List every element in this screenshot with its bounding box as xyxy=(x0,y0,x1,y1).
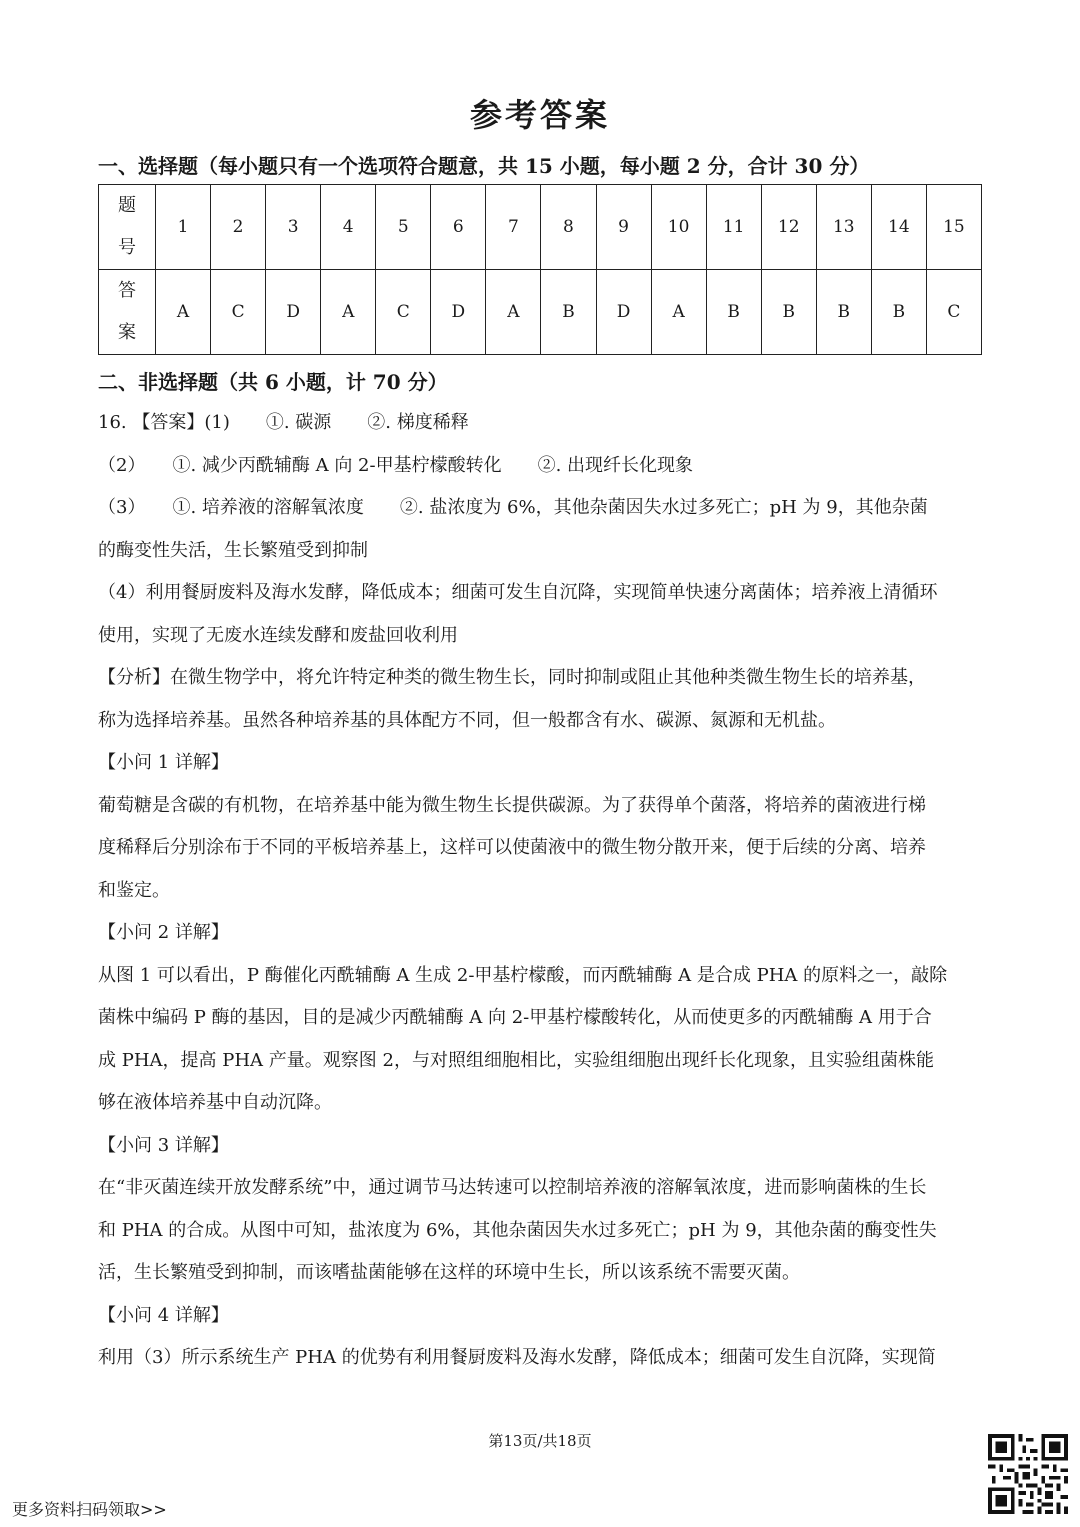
answer-16-part4-cont: 使用，实现了无废水连续发酵和废盐回收利用 xyxy=(98,625,458,646)
question-number: 5 xyxy=(376,185,431,270)
answer-cell: C xyxy=(211,270,266,355)
answer-cell: A xyxy=(321,270,376,355)
question-number: 4 xyxy=(321,185,376,270)
table-row-numbers xyxy=(99,185,982,270)
answer-cell: B xyxy=(816,270,871,355)
qr-code-icon[interactable] xyxy=(988,1434,1068,1514)
answer-cell: D xyxy=(431,270,486,355)
subquestion-1-text: 度稀释后分别涂布于不同的平板培养基上，这样可以使菌液中的微生物分散开来，便于后续的分离、培养 xyxy=(98,837,926,858)
question-number: 9 xyxy=(596,185,651,270)
subquestion-2-text: 菌株中编码 P 酶的基因，目的是减少丙酰辅酶 A 向 2-甲基柠檬酸转化，从而使更多的丙酰辅酶 A 用于合 xyxy=(98,1007,932,1028)
subquestion-3-text: 和 PHA 的合成。从图中可知，盐浓度为 6%，其他杂菌因失水过多死亡；pH 为 9，其他杂菌的酶变性失 xyxy=(98,1220,937,1241)
answer-cell: D xyxy=(266,270,321,355)
question-number: 2 xyxy=(211,185,266,270)
answer-cell: B xyxy=(871,270,926,355)
answer-16-part3-cont: 的酶变性失活，生长繁殖受到抑制 xyxy=(98,540,368,561)
subquestion-2-text: 从图 1 可以看出，P 酶催化丙酰辅酶 A 生成 2-甲基柠檬酸，而丙酰辅酶 A 是合成 PHA 的原料之一，敲除 xyxy=(98,965,948,986)
subquestion-1-text: 葡萄糖是含碳的有机物，在培养基中能为微生物生长提供碳源。为了获得单个菌落，将培养的菌液进行梯 xyxy=(98,795,926,816)
page-title: 参考答案 xyxy=(469,96,610,134)
subquestion-2-text: 够在液体培养基中自动沉降。 xyxy=(98,1092,332,1113)
question-number: 8 xyxy=(541,185,596,270)
answer-16-part4: （4）利用餐厨废料及海水发酵，降低成本；细菌可发生自沉降，实现简单快速分离菌体；培养液上清循环 xyxy=(98,582,938,603)
question-number: 13 xyxy=(816,185,871,270)
subquestion-3-heading: 【小问 3 详解】 xyxy=(98,1135,229,1156)
question-number: 7 xyxy=(486,185,541,270)
answer-cell: C xyxy=(926,270,981,355)
answer-16-part2: （2） ①. 减少丙酰辅酶 A 向 2-甲基柠檬酸转化 ②. 出现纤长化现象 xyxy=(98,455,694,476)
subquestion-3-text: 在“非灭菌连续开放发酵系统”中，通过调节马达转速可以控制培养液的溶解氧浓度，进而影响菌株的生长 xyxy=(98,1177,927,1198)
answer-cell: B xyxy=(706,270,761,355)
analysis-line: 【分析】在微生物学中，将允许特定种类的微生物生长，同时抑制或阻止其他种类微生物生长的培养基， xyxy=(98,667,926,688)
subquestion-1-heading: 【小问 1 详解】 xyxy=(98,752,229,773)
subquestion-4-text: 利用（3）所示系统生产 PHA 的优势有利用餐厨废料及海水发酵，降低成本；细菌可发生自沉降，实现简 xyxy=(98,1347,936,1368)
section2-heading: 二、非选择题（共 6 小题，计 70 分） xyxy=(98,370,448,394)
answer-cell: B xyxy=(541,270,596,355)
table-row-answers xyxy=(99,270,982,355)
page-number: 第13页/共18页 xyxy=(488,1432,592,1450)
question-number: 3 xyxy=(266,185,321,270)
answer-cell: C xyxy=(376,270,431,355)
section1-heading: 一、选择题（每小题只有一个选项符合题意，共 15 小题，每小题 2 分，合计 30 分） xyxy=(98,154,870,178)
row-label-answer: 答 案 xyxy=(99,270,156,355)
more-resources-link[interactable]: 更多资料扫码领取>> xyxy=(12,1500,167,1519)
question-number: 15 xyxy=(926,185,981,270)
analysis-line-cont: 称为选择培养基。虽然各种培养基的具体配方不同，但一般都含有水、碳源、氮源和无机盐。 xyxy=(98,710,836,731)
answer-cell: B xyxy=(761,270,816,355)
subquestion-1-text: 和鉴定。 xyxy=(98,880,170,901)
row-label-number: 题 号 xyxy=(99,185,156,270)
question-number: 6 xyxy=(431,185,486,270)
answer-cell: D xyxy=(596,270,651,355)
answer-table xyxy=(98,184,982,355)
question-number: 10 xyxy=(651,185,706,270)
answer-16-line: 16. 【答案】(1) ①. 碳源 ②. 梯度稀释 xyxy=(98,412,469,433)
question-number: 14 xyxy=(871,185,926,270)
answer-cell: A xyxy=(156,270,211,355)
subquestion-3-text: 活，生长繁殖受到抑制，而该嗜盐菌能够在这样的环境中生长，所以该系统不需要灭菌。 xyxy=(98,1262,800,1283)
subquestion-2-heading: 【小问 2 详解】 xyxy=(98,922,229,943)
answer-16-part3: （3） ①. 培养液的溶解氧浓度 ②. 盐浓度为 6%，其他杂菌因失水过多死亡；pH 为 9，其他杂菌 xyxy=(98,497,928,518)
subquestion-4-heading: 【小问 4 详解】 xyxy=(98,1305,229,1326)
answer-cell: A xyxy=(486,270,541,355)
subquestion-2-text: 成 PHA，提高 PHA 产量。观察图 2，与对照组细胞相比，实验组细胞出现纤长化现象，且实验组菌株能 xyxy=(98,1050,934,1071)
question-number: 12 xyxy=(761,185,816,270)
question-number: 1 xyxy=(156,185,211,270)
answer-cell: A xyxy=(651,270,706,355)
question-number: 11 xyxy=(706,185,761,270)
